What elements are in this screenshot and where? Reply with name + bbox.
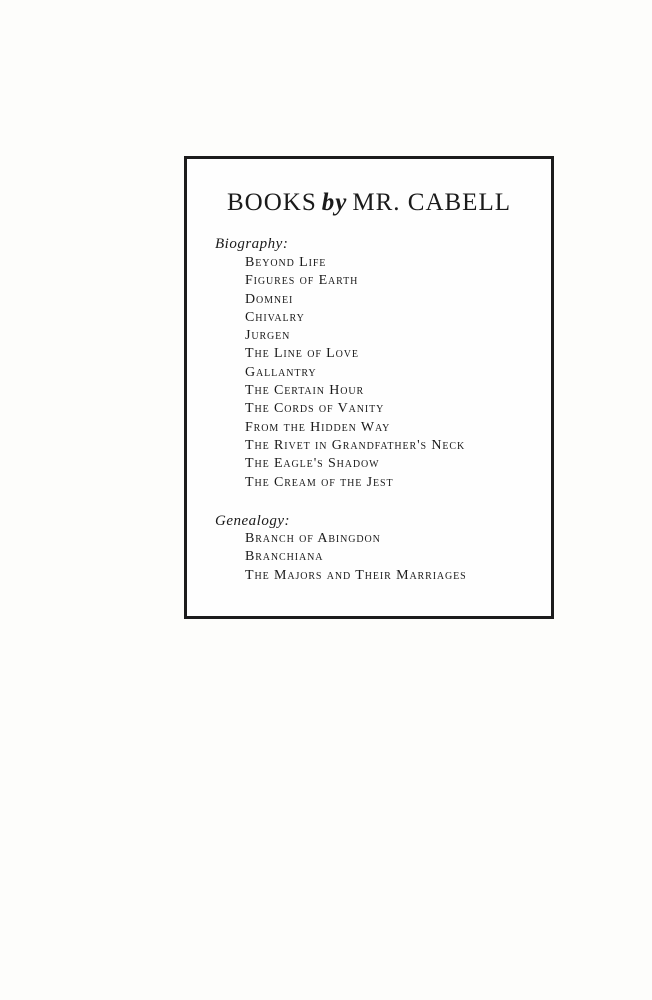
title-author: MR. CABELL (352, 189, 511, 216)
title-prefix: BOOKS (227, 189, 317, 216)
list-item: The Cords of Vanity (245, 401, 385, 417)
list-item: The Cream of the Jest (245, 474, 394, 490)
list-item: The Eagle's Shadow (245, 456, 380, 472)
biography-list (245, 254, 465, 492)
list-item: The Certain Hour (245, 383, 365, 399)
list-item: Gallantry (245, 364, 317, 380)
list-item: Branch of Abingdon (245, 531, 381, 546)
section-heading-biography: Biography: (215, 236, 289, 252)
list-item: Figures of Earth (245, 273, 359, 289)
list-item: From the Hidden Way (245, 419, 391, 435)
books-by-author-box (184, 156, 554, 619)
page-title (227, 189, 511, 217)
list-item: Chivalry (245, 309, 305, 325)
section-heading-genealogy: Genealogy: (215, 513, 290, 529)
title-by: by (321, 189, 348, 216)
list-item: Branchiana (245, 549, 324, 565)
list-item: The Line of Love (245, 346, 359, 362)
genealogy-list (245, 530, 467, 585)
list-item: The Rivet in Grandfather's Neck (245, 437, 466, 453)
list-item: Jurgen (245, 328, 291, 344)
list-item: Domnei (245, 291, 294, 307)
list-item: The Majors and Their Marriages (245, 567, 467, 583)
list-item: Beyond Life (245, 255, 327, 270)
